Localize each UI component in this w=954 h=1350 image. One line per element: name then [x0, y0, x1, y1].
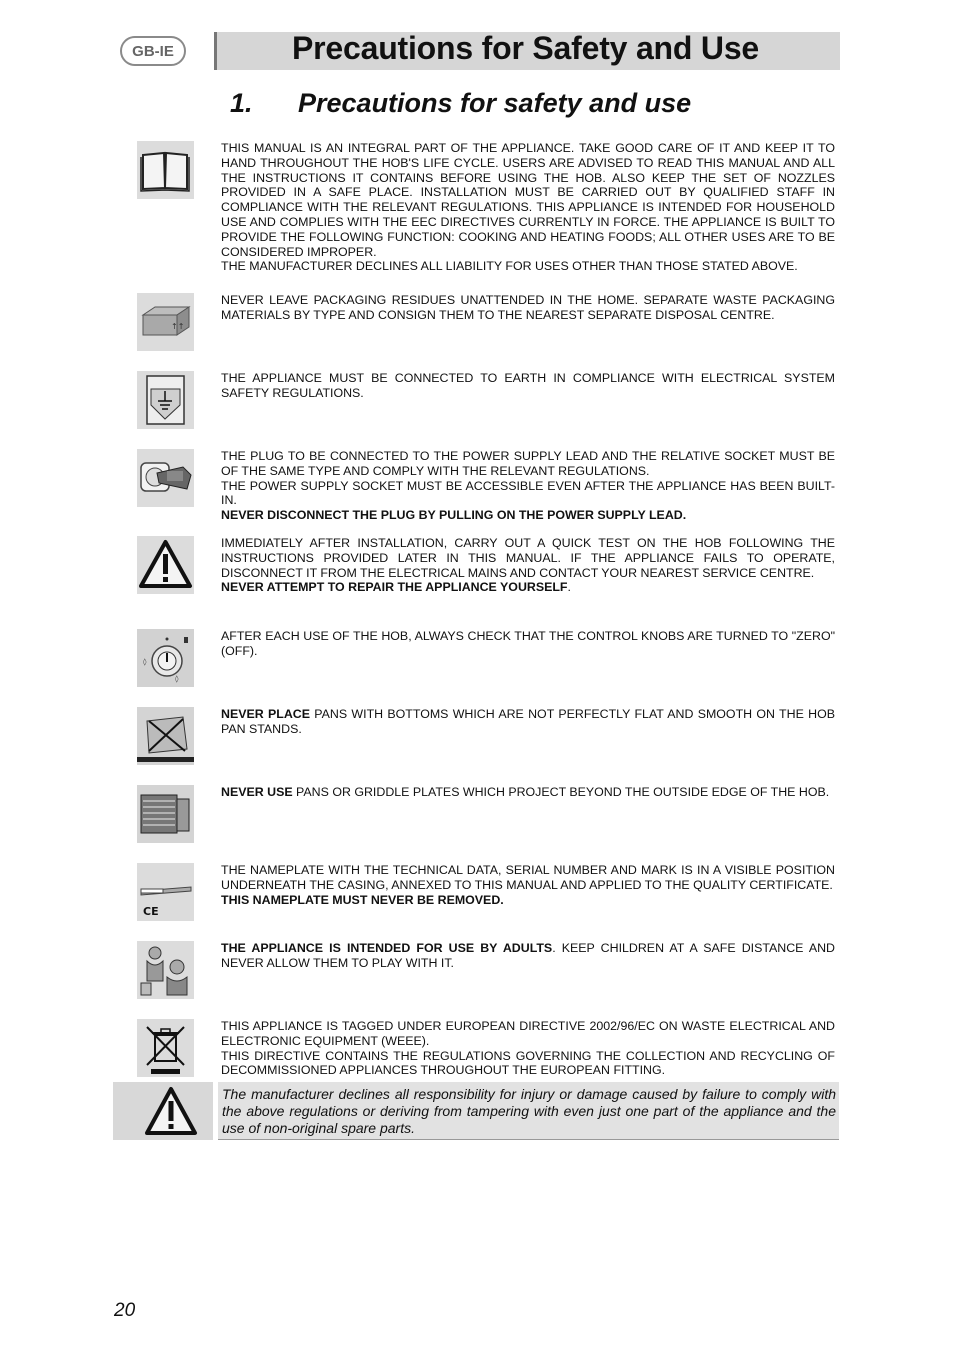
body-text: THE NAMEPLATE WITH THE TECHNICAL DATA, SERIAL NUMBER AND MARK IS IN A VISIBLE POSITION UNDERNEATH THE CASING, ANNEXED TO THIS MANUAL AND APPLIED TO THE QUALITY CERTIFICATE. — [221, 863, 835, 892]
item-paragraph — [221, 941, 835, 971]
children-icon — [137, 941, 194, 999]
item-paragraph — [221, 259, 835, 274]
bold-text: NEVER PLACE — [221, 707, 310, 721]
safety-item-earthing — [221, 371, 835, 401]
item-paragraph — [221, 1019, 835, 1049]
language-badge: GB-IE — [120, 36, 186, 66]
item-paragraph — [221, 629, 835, 659]
item-paragraph — [221, 707, 835, 737]
body-text: THE APPLIANCE MUST BE CONNECTED TO EARTH IN COMPLIANCE WITH ELECTRICAL SYSTEM SAFETY REGULATIONS. — [221, 371, 835, 400]
safety-item-packaging — [221, 293, 835, 323]
svg-text:↑↑: ↑↑ — [171, 322, 185, 331]
body-text: NEVER LEAVE PACKAGING RESIDUES UNATTENDED IN THE HOME. SEPARATE WASTE PACKAGING MATERIALS BY TYPE AND CONSIGN THEM TO THE NEAREST SEPARATE DISPOSAL CENTRE. — [221, 293, 835, 322]
body-text: THIS APPLIANCE IS TAGGED UNDER EUROPEAN DIRECTIVE 2002/96/EC ON WASTE ELECTRICAL AND ELECTRONIC EQUIPMENT (WEEE). — [221, 1019, 835, 1048]
safety-item-weee — [221, 1019, 835, 1078]
nameplate-ce-icon — [137, 863, 194, 921]
bold-text: THIS NAMEPLATE MUST NEVER BE REMOVED. — [221, 892, 504, 907]
section-title: Precautions for safety and use — [298, 88, 692, 118]
item-paragraph — [221, 1049, 835, 1079]
safety-item-pans — [221, 707, 835, 737]
item-paragraph — [221, 449, 835, 479]
control-knob-icon — [137, 629, 194, 687]
warning-triangle-icon — [137, 536, 194, 594]
body-text: THE POWER SUPPLY SOCKET MUST BE ACCESSIBLE EVEN AFTER THE APPLIANCE HAS BEEN BUILT-IN. — [221, 478, 835, 508]
svg-text:CE: CE — [143, 905, 159, 918]
body-text: AFTER EACH USE OF THE HOB, ALWAYS CHECK THAT THE CONTROL KNOBS ARE TURNED TO "ZERO" (OFF). — [221, 629, 835, 658]
item-paragraph — [221, 863, 835, 893]
body-text: THIS MANUAL IS AN INTEGRAL PART OF THE APPLIANCE. TAKE GOOD CARE OF IT AND KEEP IT TO HAND THROUGHOUT THE HOB'S LIFE CYCLE. USERS ARE ADVISED TO READ THIS MANUAL AND ALL THE INSTRUCTIONS IT CONTAINS BEFORE USING THE HOB. ALSO KEEP THE SET OF NOZZLES PROVIDED IN A SAFE PLACE. INSTALLATION MUST BE CARRIED OUT BY QUALIFIED STAFF IN COMPLIANCE WITH THE RELEVANT REGULATIONS. THIS APPLIANCE IS INTENDED FOR HOUSEHOLD USE AND COMPLIES WITH THE EEC DIRECTIVES CURRENTLY IN FORCE. THE APPLIANCE IS BUILT TO PROVIDE THE FOLLOWING FUNCTION: COOKING AND HEATING FOODS; ALL OTHER USES ARE TO BE CONSIDERED IMPROPER. — [221, 141, 835, 259]
item-paragraph — [221, 580, 835, 595]
svg-text:◊: ◊ — [143, 658, 147, 666]
griddle-plate-icon — [137, 785, 194, 843]
final-warning-icon — [113, 1082, 213, 1140]
page-number: 20 — [114, 1300, 136, 1321]
safety-item-manual — [221, 141, 835, 274]
earth-ground-icon — [137, 371, 194, 429]
plug-socket-icon — [137, 449, 194, 507]
safety-item-plug — [221, 449, 835, 523]
body-text: IMMEDIATELY AFTER INSTALLATION, CARRY OUT A QUICK TEST ON THE HOB FOLLOWING THE INSTRUCTIONS PROVIDED LATER IN THIS MANUAL. IF THE APPLIANCE FAILS TO OPERATE, DISCONNECT IT FROM THE ELECTRICAL MAINS AND CONTACT YOUR NEAREST SERVICE CENTRE. — [221, 536, 835, 580]
crossed-bin-weee-icon — [137, 1019, 194, 1077]
item-paragraph — [221, 508, 835, 523]
section-heading — [230, 88, 691, 119]
safety-item-griddle — [221, 785, 835, 800]
manual-book-icon — [137, 141, 194, 199]
bold-text: NEVER DISCONNECT THE PLUG BY PULLING ON THE POWER SUPPLY LEAD. — [221, 508, 687, 523]
body-text: . KEEP CHILDREN AT A SAFE DISTANCE AND NEVER ALLOW THEM TO PLAY WITH IT. — [221, 941, 836, 970]
safety-item-children — [221, 941, 835, 971]
safety-item-knobs — [221, 629, 835, 659]
body-text: . — [567, 580, 571, 595]
item-paragraph — [221, 293, 835, 323]
bold-text: NEVER USE — [221, 785, 293, 799]
page-title: Precautions for Safety and Use — [292, 30, 760, 66]
bold-text: NEVER ATTEMPT TO REPAIR THE APPLIANCE YOURSELF — [221, 580, 568, 595]
body-text: THE PLUG TO BE CONNECTED TO THE POWER SUPPLY LEAD AND THE RELATIVE SOCKET MUST BE OF THE SAME TYPE AND COMPLY WITH THE RELEVANT REGULATIONS. — [221, 449, 835, 478]
section-number: 1. — [230, 88, 253, 118]
safety-item-test — [221, 536, 835, 595]
item-paragraph — [221, 785, 835, 800]
packaging-box-icon — [137, 293, 194, 351]
svg-text:◊: ◊ — [175, 675, 179, 683]
item-paragraph — [221, 479, 835, 509]
body-text: THE MANUFACTURER DECLINES ALL LIABILITY FOR USES OTHER THAN THOSE STATED ABOVE. — [221, 259, 798, 274]
uneven-pan-icon — [137, 707, 194, 765]
safety-item-nameplate — [221, 863, 835, 907]
item-paragraph — [221, 141, 835, 259]
bold-text: THE APPLIANCE IS INTENDED FOR USE BY ADULTS — [221, 941, 553, 955]
liability-note: The manufacturer declines all responsibility for injury or damage caused by failure to comply with the above regulations or deriving from tampering with even just one part of the appliance and the use of non-original spare parts. — [218, 1082, 839, 1140]
item-paragraph — [221, 371, 835, 401]
body-text: THIS DIRECTIVE CONTAINS THE REGULATIONS GOVERNING THE COLLECTION AND RECYCLING OF DECOMMISSIONED APPLIANCES THROUGHOUT THE EUROPEAN FITTING. — [221, 1048, 835, 1078]
body-text: PANS WITH BOTTOMS WHICH ARE NOT PERFECTLY FLAT AND SMOOTH ON THE HOB PAN STANDS. — [221, 707, 835, 736]
item-paragraph — [221, 536, 835, 580]
body-text: PANS OR GRIDDLE PLATES WHICH PROJECT BEYOND THE OUTSIDE EDGE OF THE HOB. — [292, 785, 830, 799]
item-paragraph — [221, 893, 835, 908]
